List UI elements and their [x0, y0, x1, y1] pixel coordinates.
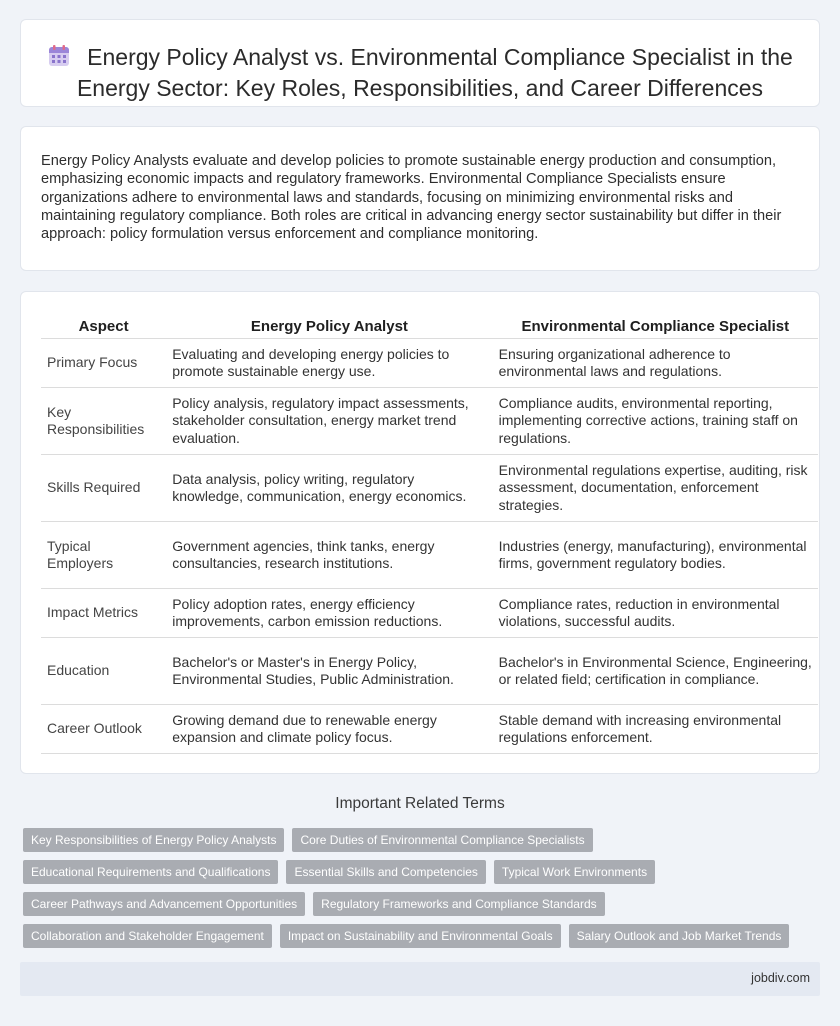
row-aspect: Career Outlook [41, 705, 166, 754]
related-term-tag[interactable]: Collaboration and Stakeholder Engagement [23, 924, 272, 948]
header-energy-policy-analyst: Energy Policy Analyst [166, 316, 492, 339]
related-term-tag[interactable]: Educational Requirements and Qualifications [23, 860, 278, 884]
tag-row [23, 924, 823, 948]
related-term-tag[interactable]: Key Responsibilities of Energy Policy Analysts [23, 828, 284, 852]
row-specialist-cell: Environmental regulations expertise, auditing, risk assessment, documentation, enforcement strategies. [493, 455, 818, 522]
row-aspect: Education [41, 638, 166, 705]
row-specialist-cell: Compliance rates, reduction in environmental violations, successful audits. [493, 589, 818, 638]
intro-paragraph: Energy Policy Analysts evaluate and develop policies to promote sustainable energy production and consumption, emphasizing economic impacts and regulatory frameworks. Environmental Compliance Specialists ensure organizations adhere to environmental laws and standards, focusing on minimizing environmental risks and maintaining regulatory compliance. Both roles are critical in advancing energy sector sustainability but differ in their approach: policy formulation versus enforcement and compliance monitoring. [41, 153, 782, 243]
footer-site-link[interactable]: jobdiv.com [751, 971, 810, 985]
related-term-tag[interactable]: Career Pathways and Advancement Opportunities [23, 892, 305, 916]
table-header-row [41, 316, 818, 339]
row-aspect: Key Responsibilities [41, 388, 166, 455]
row-specialist-cell: Stable demand with increasing environmental regulations enforcement. [493, 705, 818, 754]
related-term-tag[interactable]: Core Duties of Environmental Compliance Specialists [292, 828, 592, 852]
row-analyst-cell: Growing demand due to renewable energy expansion and climate policy focus. [166, 705, 492, 754]
row-aspect: Typical Employers [41, 522, 166, 589]
table-row [41, 705, 818, 754]
table-row [41, 455, 818, 522]
header-environmental-compliance-specialist: Environmental Compliance Specialist [493, 316, 818, 339]
footer [20, 962, 820, 996]
table-row [41, 638, 818, 705]
row-analyst-cell: Policy adoption rates, energy efficiency improvements, carbon emission reductions. [166, 589, 492, 638]
table-row [41, 522, 818, 589]
row-analyst-cell: Bachelor's or Master's in Energy Policy, Environmental Studies, Public Administration. [166, 638, 492, 705]
row-specialist-cell: Industries (energy, manufacturing), environmental firms, government regulatory bodies. [493, 522, 818, 589]
related-term-tag[interactable]: Typical Work Environments [494, 860, 655, 884]
intro-card [20, 126, 820, 271]
comparison-table [41, 316, 818, 754]
row-specialist-cell: Ensuring organizational adherence to environmental laws and regulations. [493, 339, 818, 388]
related-terms-list [23, 828, 823, 956]
row-specialist-cell: Bachelor's in Environmental Science, Engineering, or related field; certification in compliance. [493, 638, 818, 705]
row-analyst-cell: Government agencies, think tanks, energy consultancies, research institutions. [166, 522, 492, 589]
row-aspect: Skills Required [41, 455, 166, 522]
page-title [47, 44, 793, 101]
row-analyst-cell: Policy analysis, regulatory impact assessments, stakeholder consultation, energy market trend evaluation. [166, 388, 492, 455]
comparison-card [20, 291, 820, 774]
related-terms-heading: Important Related Terms [335, 795, 505, 812]
row-aspect: Impact Metrics [41, 589, 166, 638]
table-row [41, 388, 818, 455]
table-row [41, 589, 818, 638]
tag-row [23, 892, 823, 916]
table-row [41, 339, 818, 388]
header-aspect: Aspect [41, 316, 166, 339]
row-analyst-cell: Data analysis, policy writing, regulatory knowledge, communication, energy economics. [166, 455, 492, 522]
row-specialist-cell: Compliance audits, environmental reporting, implementing corrective actions, training staff on regulations. [493, 388, 818, 455]
row-analyst-cell: Evaluating and developing energy policies to promote sustainable energy use. [166, 339, 492, 388]
related-term-tag[interactable]: Essential Skills and Competencies [286, 860, 485, 884]
row-aspect: Primary Focus [41, 339, 166, 388]
related-term-tag[interactable]: Salary Outlook and Job Market Trends [569, 924, 790, 948]
calendar-icon [47, 44, 71, 68]
related-term-tag[interactable]: Impact on Sustainability and Environmental Goals [280, 924, 561, 948]
tag-row [23, 860, 823, 884]
tag-row [23, 828, 823, 852]
page-header [41, 42, 799, 104]
page-title-text: Energy Policy Analyst vs. Environmental Compliance Specialist in the Energy Sector: Key Roles, Responsibilities, and Career Differences [76, 44, 793, 101]
title-card [20, 19, 820, 107]
related-term-tag[interactable]: Regulatory Frameworks and Compliance Standards [313, 892, 604, 916]
